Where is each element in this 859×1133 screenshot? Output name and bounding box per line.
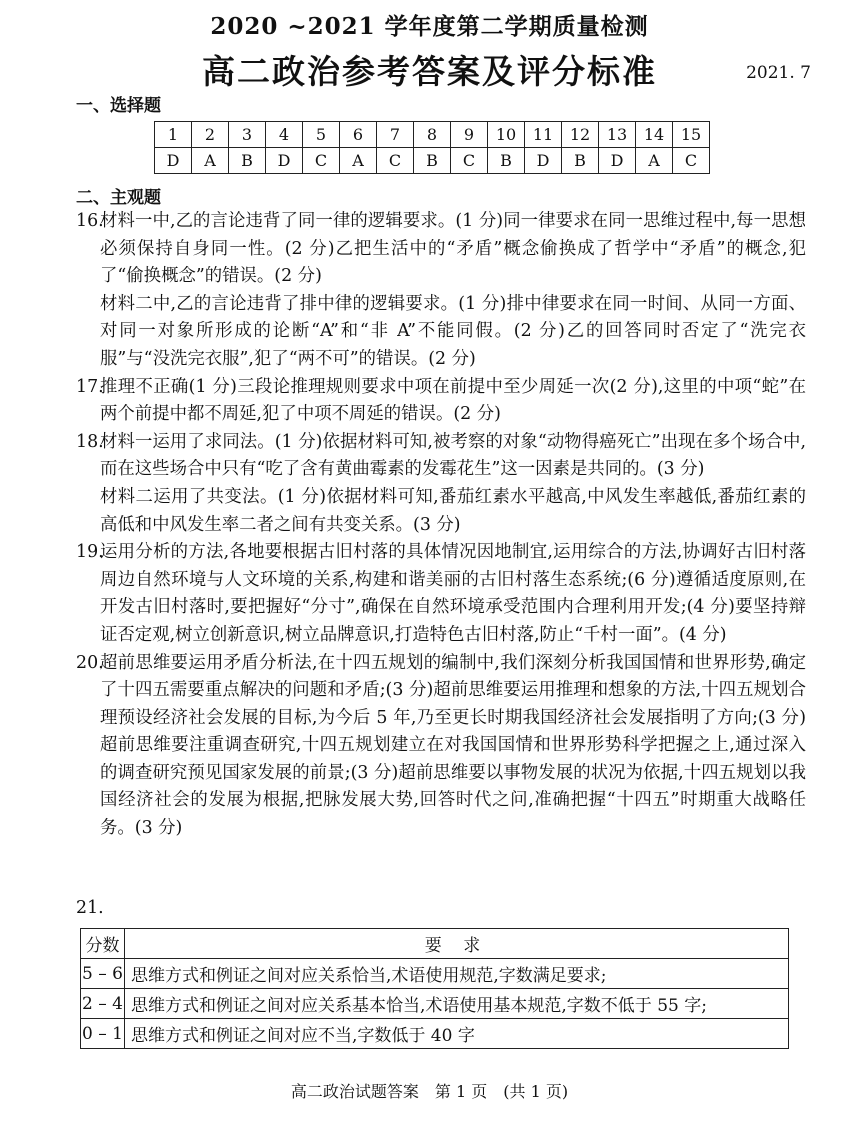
requirement-text: 思维方式和例证之间对应关系恰当,术语使用规范,字数满足要求; bbox=[125, 959, 789, 989]
answer-cell: D bbox=[599, 148, 636, 174]
score-range: 2 – 4 bbox=[81, 989, 125, 1019]
answer-paragraph: 材料二运用了共变法。(1 分)依据材料可知,番茄红素水平越高,中风发生率越低,番茄红素的高低和中风发生率二者之间有共变关系。(3 分) bbox=[100, 486, 806, 535]
question-answer-body bbox=[100, 539, 806, 649]
question-number: 18. bbox=[76, 431, 104, 452]
answer-paragraph: 材料一运用了求同法。(1 分)依据材料可知,被考察的对象“动物得癌死亡”出现在多个场合中,而在这些场合中只有“吃了含有黄曲霉素的发霉花生”这一因素是共同的。(3 分) bbox=[100, 431, 806, 480]
question-21-number: 21. bbox=[76, 898, 104, 918]
section-heading-subjective: 二、主观题 bbox=[76, 188, 161, 208]
question-number: 17. bbox=[76, 376, 104, 397]
answer-cell: D bbox=[525, 148, 562, 174]
question-answer-body bbox=[100, 208, 806, 374]
requirement-text: 思维方式和例证之间对应关系基本恰当,术语使用基本规范,字数不低于 55 字; bbox=[125, 989, 789, 1019]
answer-cell: B bbox=[229, 148, 266, 174]
question-number-cell: 14 bbox=[636, 122, 673, 148]
answer-paragraph: 运用分析的方法,各地要根据古旧村落的具体情况因地制宜,运用综合的方法,协调好古旧村落周边自然环境与人文环境的关系,构建和谐美丽的古旧村落生态系统;(6 分)遵循适度原则,在开发古旧村落时,要把握好“分寸”,确保在自然环境承受范围内合理利用开发;(4 分)要坚持辩证否定观,树立创新意识,树立品牌意识,打造特色古旧村落,防止“千村一面”。(4 分) bbox=[100, 542, 806, 645]
question-number: 16. bbox=[76, 211, 104, 231]
question-number-cell: 13 bbox=[599, 122, 636, 148]
answer-cell: C bbox=[673, 148, 710, 174]
answer-cell: A bbox=[340, 148, 377, 174]
page-title: 高二政治参考答案及评分标准 bbox=[202, 52, 657, 91]
question-number-cell: 9 bbox=[451, 122, 488, 148]
question-number-cell: 4 bbox=[266, 122, 303, 148]
question-number-cell: 3 bbox=[229, 122, 266, 148]
answer-paragraph: 超前思维要运用矛盾分析法,在十四五规划的编制中,我们深刻分析我国国情和世界形势,确定了十四五需要重点解决的问题和矛盾;(3 分)超前思维要运用推理和想象的方法,十四五规划合理预设经济社会发展的目标,为今后 5 年,乃至更长时期我国经济社会发展指明了方向;(3 分)超前思维要注重调查研究,十四五规划建立在对我国国情和世界形势科学把握之上,通过深入的调查研究预见国家发展的前景;(3 分)超前思维要以事物发展的状况为依据,十四五规划以我国经济社会的发展为根据,把脉发展大势,回答时代之问,准确把握“十四五”时期重大战略任务。(3 分) bbox=[100, 652, 806, 839]
subjective-answers bbox=[76, 208, 806, 843]
answer-cell: D bbox=[155, 148, 192, 174]
question-answer-body bbox=[100, 429, 806, 539]
question-number-cell: 5 bbox=[303, 122, 340, 148]
question-number-cell: 7 bbox=[377, 122, 414, 148]
question-number-cell: 1 bbox=[155, 122, 192, 148]
answer-cell: C bbox=[303, 148, 340, 174]
exam-term-title: 2020 ~2021 学年度第二学期质量检测 bbox=[210, 13, 649, 40]
rubric-row bbox=[81, 959, 789, 989]
question-block bbox=[76, 650, 806, 843]
rubric-header-row bbox=[81, 929, 789, 959]
page-footer: 高二政治试题答案 第 1 页 (共 1 页) bbox=[290, 1082, 569, 1101]
question-block bbox=[76, 429, 806, 539]
score-range: 0 – 1 bbox=[81, 1019, 125, 1049]
section-heading-multiple-choice: 一、选择题 bbox=[76, 96, 161, 116]
question-number: 20. bbox=[76, 652, 104, 673]
question-answer-body bbox=[100, 374, 806, 429]
answer-cell: B bbox=[562, 148, 599, 174]
answer-paragraph: 材料二中,乙的言论违背了排中律的逻辑要求。(1 分)排中律要求在同一时间、从同一方面、对同一对象所形成的论断“A”和“非 A”不能同假。(2 分)乙的回答同时否定了“洗完衣服”与“没洗完衣服”,犯了“两不可”的错误。(2 分) bbox=[100, 293, 806, 369]
question-number-row bbox=[155, 122, 710, 148]
answer-cell: B bbox=[414, 148, 451, 174]
question-number-cell: 6 bbox=[340, 122, 377, 148]
question-block bbox=[76, 208, 806, 374]
question-number: 19. bbox=[76, 542, 104, 563]
answer-paragraph: 材料一中,乙的言论违背了同一律的逻辑要求。(1 分)同一律要求在同一思维过程中,每一思想必须保持自身同一性。(2 分)乙把生活中的“矛盾”概念偷换成了哲学中“矛盾”的概念,犯了“偷换概念”的错误。(2 分) bbox=[100, 211, 806, 287]
scoring-rubric-table bbox=[80, 928, 789, 1049]
score-column-header: 分数 bbox=[81, 929, 125, 959]
question-block bbox=[76, 374, 806, 429]
question-number-cell: 15 bbox=[673, 122, 710, 148]
answer-cell: A bbox=[636, 148, 673, 174]
question-number-cell: 2 bbox=[192, 122, 229, 148]
question-number-cell: 8 bbox=[414, 122, 451, 148]
document-date: 2021. 7 bbox=[746, 63, 811, 83]
answer-paragraph: 推理不正确(1 分)三段论推理规则要求中项在前提中至少周延一次(2 分),这里的中项“蛇”在两个前提中都不周延,犯了中项不周延的错误。(2 分) bbox=[100, 376, 806, 425]
answer-cell: A bbox=[192, 148, 229, 174]
rubric-row bbox=[81, 1019, 789, 1049]
question-answer-body bbox=[100, 650, 806, 843]
requirement-column-header: 要 求 bbox=[125, 929, 789, 959]
question-number-cell: 10 bbox=[488, 122, 525, 148]
question-number-cell: 12 bbox=[562, 122, 599, 148]
score-range: 5 – 6 bbox=[81, 959, 125, 989]
requirement-text: 思维方式和例证之间对应不当,字数低于 40 字 bbox=[125, 1019, 789, 1049]
rubric-row bbox=[81, 989, 789, 1019]
answer-cell: C bbox=[451, 148, 488, 174]
multiple-choice-answer-table bbox=[154, 121, 710, 174]
answer-row bbox=[155, 148, 710, 174]
answer-cell: C bbox=[377, 148, 414, 174]
question-number-cell: 11 bbox=[525, 122, 562, 148]
answer-cell: D bbox=[266, 148, 303, 174]
answer-cell: B bbox=[488, 148, 525, 174]
question-block bbox=[76, 539, 806, 649]
